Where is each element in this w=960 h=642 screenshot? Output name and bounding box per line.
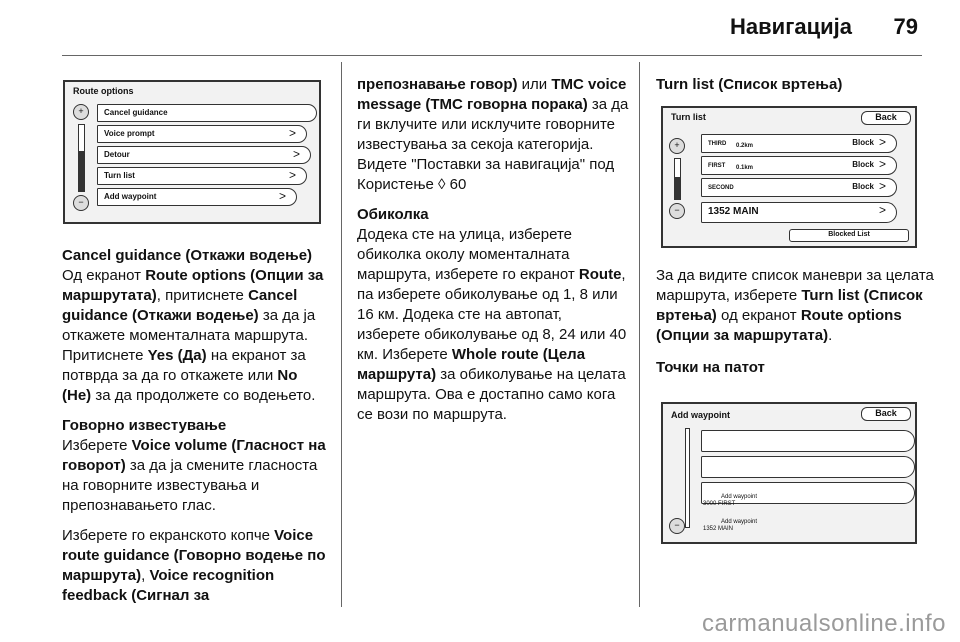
destination-street: 1352 MAIN	[708, 206, 759, 217]
zoom-out-icon: −	[669, 203, 685, 219]
cancel-guidance-heading: Cancel guidance (Откажи водење)	[62, 247, 313, 264]
waypoint-empty-row-2	[701, 456, 915, 478]
route-options-screen	[63, 80, 321, 224]
menu-item-voice-prompt	[97, 125, 307, 143]
scroll-bar	[674, 158, 681, 200]
zoom-in-icon: +	[73, 104, 89, 120]
menu-item-turn-list	[97, 167, 307, 185]
turn-row-third	[701, 134, 897, 153]
page-number: 79	[893, 14, 918, 39]
turn-list-paragraph: За да видите список маневри за целата маршрута, изберете Turn list (Список вртења) од екранот Route options (Опции за маршрутата).	[656, 267, 934, 344]
chevron-right-icon: >	[878, 157, 886, 171]
waypoints-heading: Точки на патот	[656, 359, 765, 376]
turn-distance: 0.1km	[736, 165, 754, 171]
turn-distance: 0.2km	[736, 143, 754, 149]
chevron-right-icon: >	[288, 126, 296, 140]
turn-list-screen	[661, 106, 917, 248]
scroll-bar	[78, 124, 85, 192]
menu-item-label: Turn list	[104, 171, 135, 180]
voice-prompt-heading: Говорно известување	[62, 417, 227, 434]
block-label: Block	[852, 160, 874, 169]
screen-title: Route options	[73, 86, 134, 96]
watermark: carmanualsonline.info	[702, 610, 946, 637]
page-header	[0, 0, 960, 62]
menu-item-add-waypoint	[97, 188, 297, 206]
add-waypoint-screen	[661, 402, 917, 544]
column-3-text	[656, 266, 938, 378]
chevron-right-icon: >	[292, 147, 300, 161]
turn-row-destination	[701, 202, 897, 223]
menu-item-label: Add waypoint	[104, 192, 157, 201]
turn-list-heading: Turn list (Список вртења)	[656, 76, 843, 93]
zoom-out-icon: −	[73, 195, 89, 211]
block-label: Block	[852, 182, 874, 191]
scroll-bar-fill	[79, 151, 84, 191]
turn-street: FIRST	[708, 163, 726, 169]
detour-paragraph: Додека сте на улица, изберете обиколка околу моменталната маршрута, изберете го екранот Route, па изберете обиколување од 1, 8 или 16 км. Додека сте на автопат, изберете обиколување од 8, 24 или 40 км. Изберете Whole route (Цела маршрута) за обиколување на целата маршрута. Ова е достапно само кога се вози по маршрута.	[357, 226, 627, 423]
menu-item-detour	[97, 146, 311, 164]
chevron-right-icon: >	[878, 135, 886, 149]
section-title: Навигација	[730, 14, 852, 39]
turn-row-first	[701, 156, 897, 175]
chevron-right-icon: >	[288, 168, 296, 182]
waypoint-entry-2: Add waypoint 1352 MAIN	[703, 519, 758, 532]
column-divider-2	[639, 62, 640, 607]
waypoint-empty-row-1	[701, 430, 915, 452]
detour-heading: Обиколка	[357, 206, 429, 223]
route-line	[685, 428, 690, 528]
screen-title: Turn list	[671, 112, 706, 122]
zoom-in-icon: +	[669, 138, 685, 154]
back-button: Back	[861, 111, 911, 125]
back-button: Back	[861, 407, 911, 421]
waypoint-entry-1: Add waypoint 3000 FIRST	[703, 494, 758, 507]
voice-prompt-paragraph-2: Изберете го екранското копче Voice route guidance (Говорно водење по маршрута), Voice recognition feedback (Сигнал за	[62, 527, 326, 604]
voice-prompt-paragraph-1: Изберете Voice volume (Гласност на говорот) за да ја смените гласноста на говорните известувања и препознавањето глас.	[62, 437, 326, 514]
block-label: Block	[852, 138, 874, 147]
column-divider-1	[341, 62, 342, 607]
menu-item-label: Cancel guidance	[104, 108, 168, 117]
chevron-right-icon: >	[878, 179, 886, 193]
chevron-right-icon: >	[278, 189, 286, 203]
scroll-bar-fill	[675, 177, 680, 199]
turn-street: SECOND	[708, 185, 734, 191]
voice-continued-paragraph: препознавање говор) или TMC voice message (TMC говорна порака) за да ги вклучите или исклучите говорните известувања за секоја категорија. Видете "Поставки за навигација" под Користење ◊ 60	[357, 76, 629, 193]
cancel-guidance-paragraph: Од екранот Route options (Опции за маршрутата), притиснете Cancel guidance (Откажи водење) за да ја откажете моменталната маршрута. Притиснете Yes (Да) на екранот за потврда за да го откажете или No (Не) за да продолжете со водењето.	[62, 267, 324, 404]
column-3-heading-1	[656, 75, 936, 95]
menu-item-label: Detour	[104, 150, 130, 159]
menu-item-cancel-guidance	[97, 104, 317, 122]
chevron-right-icon: >	[878, 203, 886, 217]
zoom-out-icon: −	[669, 518, 685, 534]
page-ref-icon: ◊	[438, 176, 446, 193]
turn-street: THIRD	[708, 141, 727, 147]
turn-row-second	[701, 178, 897, 197]
menu-item-label: Voice prompt	[104, 129, 155, 138]
column-2-text	[357, 75, 629, 435]
screen-title: Add waypoint	[671, 410, 730, 420]
column-1-text	[62, 246, 330, 616]
header-rule	[62, 55, 922, 56]
blocked-list-button: Blocked List	[789, 229, 909, 242]
